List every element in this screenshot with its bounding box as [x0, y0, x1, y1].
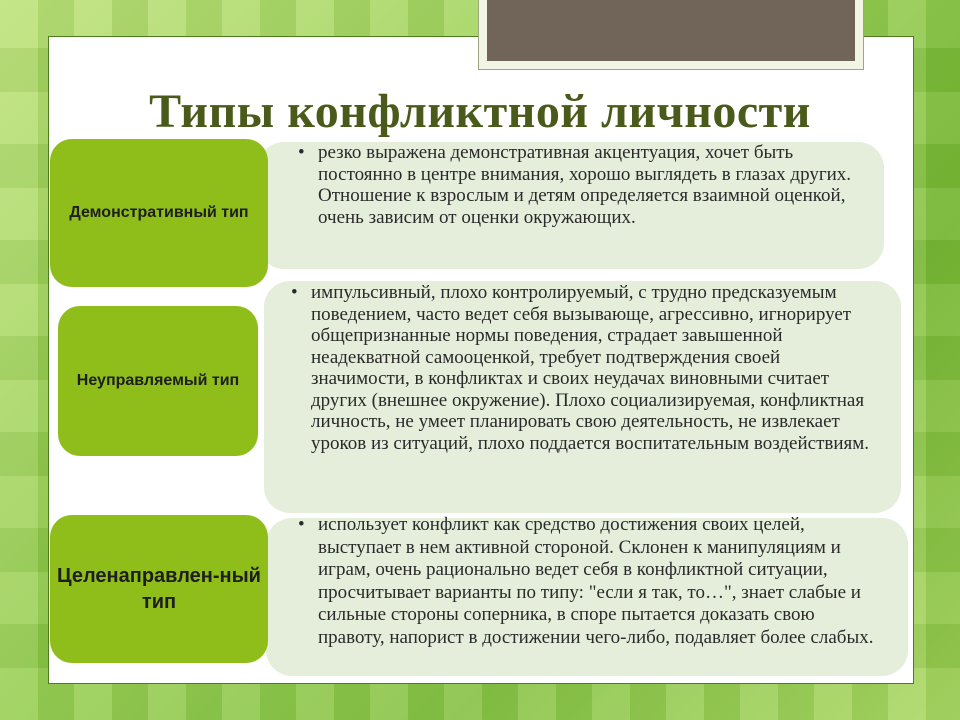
slide-title: Типы конфликтной личности [149, 85, 811, 138]
decorative-tab [478, 0, 864, 70]
label-uncontrollable-text: Неуправляемый тип [76, 372, 240, 389]
label-uncontrollable-type [58, 306, 258, 456]
description-uncontrollable-text: • импульсивный, плохо контролируемый, с трудно предсказуемым поведением, часто ведет себя вызывающе, агрессивно, игнорирует общепризнанные нормы поведения, страдает завышенной неадекватной самооценкой, требует подтверждения своей значимости, в конфликтах и своих неудачах виновными считает других (внешнее окружение). Плохо социализируемая, конфликтная личность, не умеет планировать свою деятельность, не извлекает уроков из ситуаций, плохо поддается воспитательным воздействиям. [287, 282, 877, 454]
description-demonstrative-text: • резко выражена демонстративная акцентуация, хочет быть постоянно в центре внимания, хорошо выглядеть в глазах других. Отношение к взрослым и детям определяется взаимной оценкой, очень зависим от оценки окружающих. [294, 142, 854, 228]
label-demonstrative-text: Демонстративный тип [69, 204, 249, 221]
description-uncontrollable [287, 282, 877, 454]
label-purposeful-text: Целенаправлен-ный тип [57, 565, 261, 613]
description-purposeful-text: • использует конфликт как средство достижения своих целей, выступает в нем активной стороной. Склонен к манипуляциям и играм, очень рационально ведет себя в конфликтной ситуации, просчитывает варианты по типу: "если я так, то…", знает слабые и сильные стороны соперника, в споре пытается доказать свою правоту, напорист в достижении чего-либо, подавляет более слабых. [294, 514, 880, 649]
label-demonstrative-type [50, 139, 268, 287]
description-demonstrative [294, 142, 854, 228]
label-purposeful-type [50, 515, 268, 663]
decorative-tab-fill [487, 0, 855, 61]
description-purposeful [294, 514, 880, 649]
